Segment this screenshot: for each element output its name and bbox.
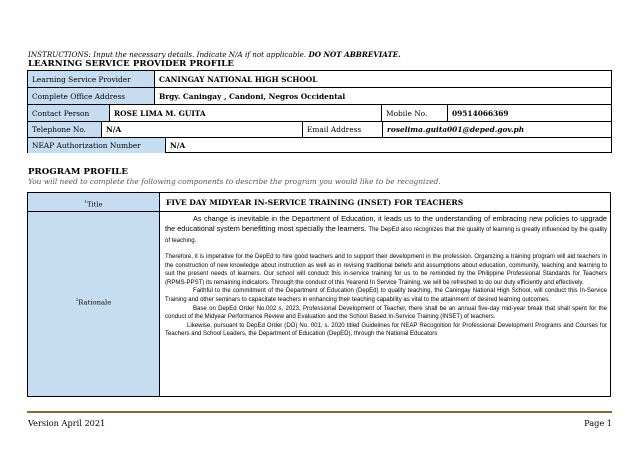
email-label: Email Address: [303, 122, 383, 138]
learning-service-provider-field[interactable]: CANINGAY NATIONAL HIGH SCHOOL: [155, 71, 611, 88]
rationale-paragraph: Therefore, it is imperative for the DepEd to hire good teachers and to support their development in the profession. Organizing a training program will aid teachers in the construction of new knowledge about instruction as well as in revising traditional beliefs and assumptions about education, community, teaching and learning to suit the present needs of learners. Our school will conduct this in-service training for us to be reminded by the Philippine Professional Standards for Teachers (RPMS-PPST) its remaining indicators. Through the conduct of this Yearend In Service Training, we will be refreshed to do our duty efficiently and effectively.: [165, 254, 607, 286]
instructions-emphasis: DO NOT ABBREVIATE.: [308, 50, 401, 59]
instructions-text: INSTRUCTIONS: Input the necessary details. Indicate N/A if not applicable.: [28, 50, 307, 59]
program-profile-table: [27, 192, 611, 397]
email-field[interactable]: roselima.guita001@deped.gov.ph: [383, 122, 611, 138]
program-label-column: [28, 193, 160, 396]
provider-profile-table: [27, 70, 612, 153]
office-address-field[interactable]: Brgy. Caningay , Candoni, Negros Occidental: [155, 88, 611, 105]
version-label: Version April 2021: [28, 418, 106, 428]
neap-field[interactable]: N/A: [170, 141, 186, 150]
telephone-field[interactable]: N/A: [102, 122, 303, 138]
mobile-label: Mobile No.: [382, 105, 448, 122]
neap-label: NEAP Authorization Number: [28, 138, 166, 153]
contact-person-field[interactable]: ROSE LIMA M. GUITA: [110, 105, 382, 122]
title-label: $^1$Title: [84, 199, 103, 209]
rationale-paragraph: As change is inevitable in the Department of Education, it leads us to the understanding of embracing new policies to upgrade the educational system benefitting most specially the learners. The DepEd also recognizes that the quality of learning is greatly influenced by the quality of teaching.: [165, 214, 607, 244]
rationale-paragraph: Base on DepEd Order No.002 s, 2023, Professional Development of Teacher, there shall be an annual five-day mid-year break that shall spent for the conduct of the Midyear Performance Review and Evaluation and the School Based In-Service Training (INSET) of teachers.: [165, 305, 607, 321]
contact-person-label: Contact Person: [28, 105, 110, 122]
program-title-field[interactable]: FIVE DAY MIDYEAR IN-SERVICE TRAINING (INSET) FOR TEACHERS: [166, 198, 464, 207]
office-address-label: Complete Office Address: [28, 88, 155, 105]
footer-rule: [27, 411, 612, 413]
provider-profile-heading: LEARNING SERVICE PROVIDER PROFILE: [28, 59, 234, 69]
rationale-paragraph: Likewise, pursuant to DepEd Order (DO) No. 001, s. 2020 titled Guidelines for NEAP Recognition for Professional Development Programs and Courses for Teachers and School Leaders, the Department of Education (DepED), through the National Educators: [165, 322, 607, 338]
telephone-label: Telephone No.: [28, 122, 102, 138]
rationale-field[interactable]: [165, 214, 607, 339]
rationale-label: $^2$Rationale: [75, 297, 112, 307]
instructions-line: [28, 50, 401, 59]
page-number: Page 1: [584, 418, 612, 428]
learning-service-provider-label: Learning Service Provider: [28, 71, 155, 88]
program-profile-subheading: You will need to complete the following components to describe the program you would like to be recognized.: [28, 177, 441, 186]
program-profile-heading: PROGRAM PROFILE: [28, 167, 129, 177]
mobile-field[interactable]: 09514066369: [448, 105, 611, 122]
rationale-paragraph: Faithful to the commitment of the Department of Education (DepEd) to quality teaching, the Caningay National High School, will conduct this In-Service Training and other seminars to capacitate teachers in enhancing their teaching capability as vital to the attainment of desired learning outcomes.: [165, 288, 607, 303]
